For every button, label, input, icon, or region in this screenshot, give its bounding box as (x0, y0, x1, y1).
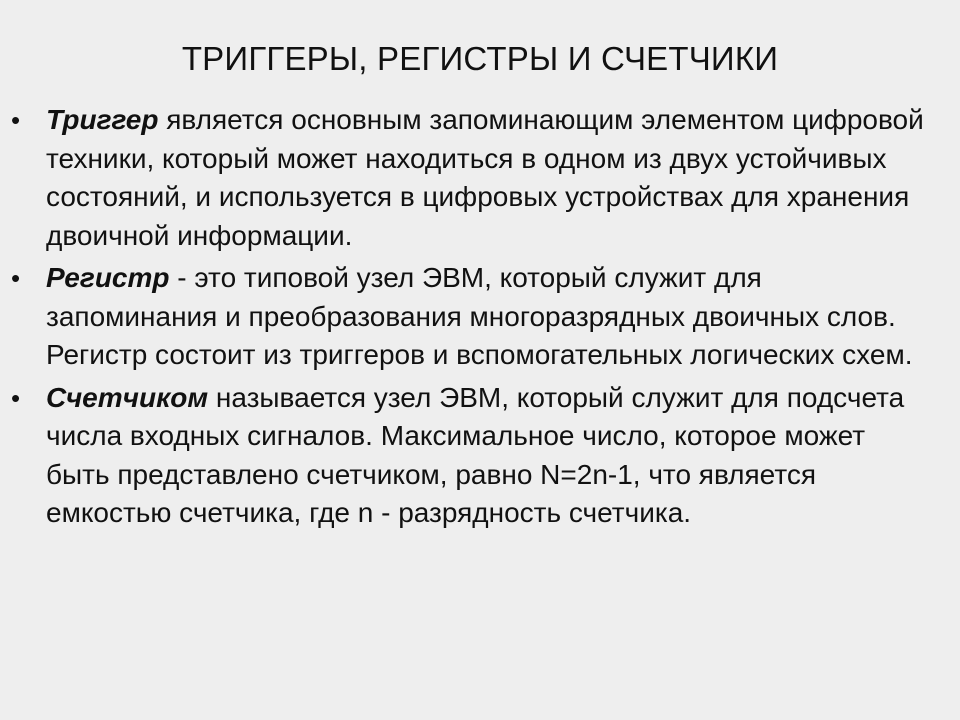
bullet-text: является основным запоминающим элементом цифровой техники, который может находиться в одном из двух устойчивых состояний, и используется в цифровых устройствах для хранения двоичной информации. (46, 104, 924, 251)
slide-title: ТРИГГЕРЫ, РЕГИСТРЫ И СЧЕТЧИКИ (181, 40, 779, 77)
bullet-list (11, 101, 936, 537)
bullet-term: Регистр (46, 262, 170, 293)
bullet-text: - это типовой узел ЭВМ, который служит для запоминания и преобразования многоразрядных двоичных слов. Регистр состоит из триггеров и вспомогательных логических схем. (46, 262, 913, 370)
bullet-item-counter (11, 379, 936, 533)
bullet-item-trigger (11, 101, 936, 255)
bullet-marker: • (11, 382, 21, 413)
bullet-term: Счетчиком (46, 381, 209, 413)
bullet-marker: • (11, 105, 21, 135)
bullet-term: Триггер (46, 104, 159, 135)
bullet-text: называется узел ЭВМ, который служит для подсчета числа входных сигналов. Максимальное число, которое может быть представлено счетчиком, равно N=2n-1, что является емкостью счетчика, где n - разрядность счетчика. (46, 381, 905, 528)
bullet-item-register (11, 259, 936, 375)
bullet-marker: • (11, 263, 21, 293)
